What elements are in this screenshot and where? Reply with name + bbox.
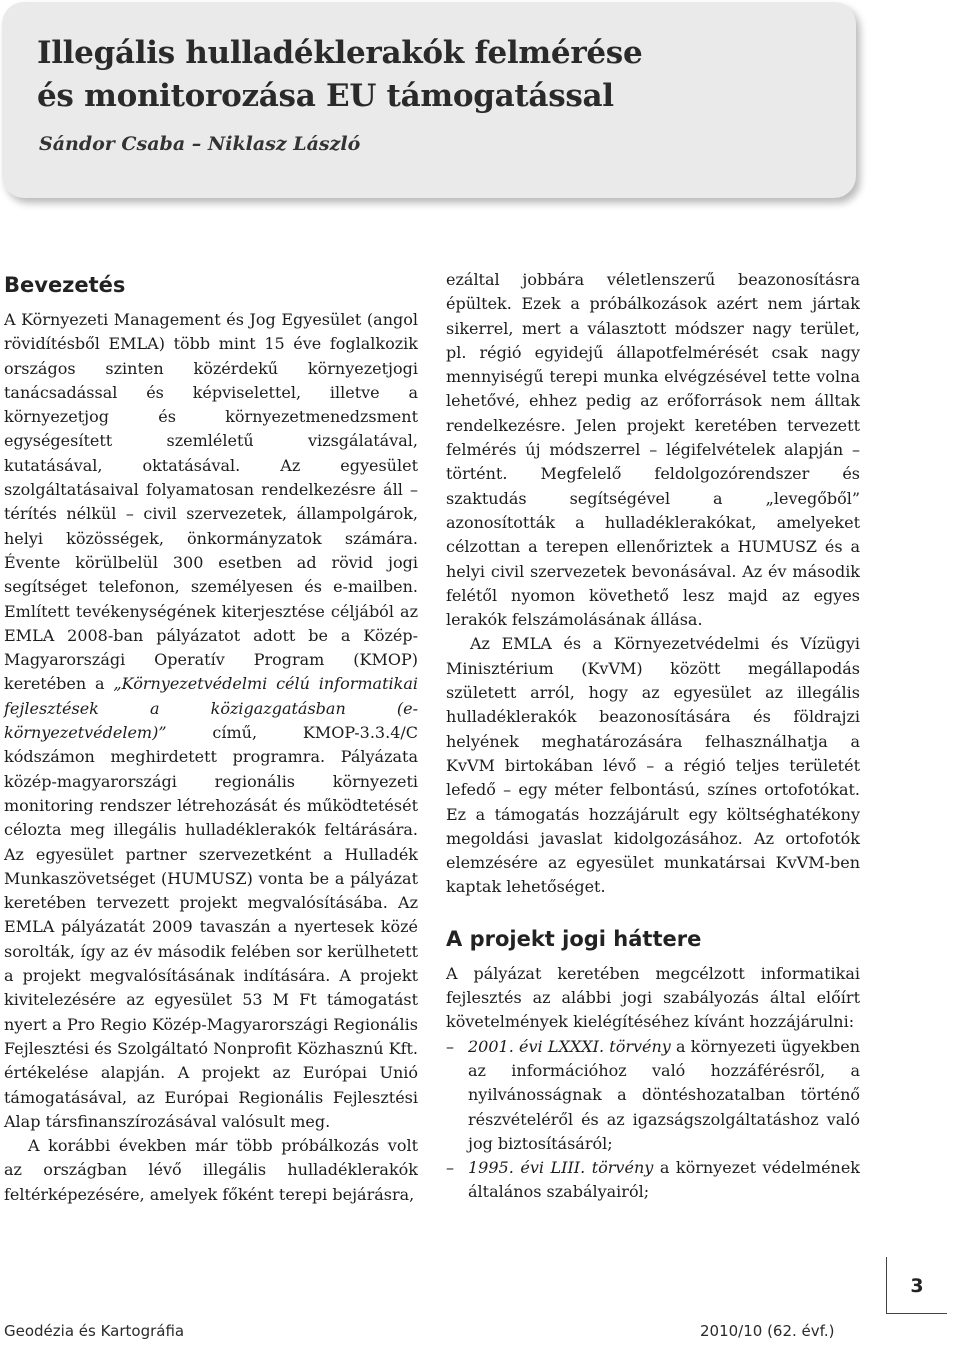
journal-name: Geodézia és Kartográfia (4, 1322, 185, 1340)
title-line-1: Illegális hulladéklerakók felmérése (37, 35, 643, 71)
right-paragraph-1: ezáltal jobbára véletlenszerű beazonosításra épültek. Ezek a próbálkozások azért nem jártak sikerrel, mert a választott módszer nagy terület, pl. régió egyidejű állapotfelmérését csak nagy mennyiségű terepi munka elvégzésével tette volna lehetővé, ehhez pedig az erőforrások nem álltak rendelkezésre. Jelen projekt keretében tervezett felmérés új módszerrel – légifelvételek alapján – történt. Megfelelő feldolgozórendszer és szaktudás segítségével a „levegőből” azonosították a hulladéklerakókat, amelyeket célzottan a terepen ellenőriztek a HUMUSZ és a helyi civil szervezetek bevonásával. Az év második felétől nyomon követhető lesz majd az egyes lerakók felszámolásának állása. (446, 270, 860, 630)
law-list-item (446, 1035, 860, 1156)
intro-p1-text-b: című, KMOP-3.3.4/C kódszámon meghirdetett programra. Pályázata közép-magyarországi regionális környezeti monitoring rendszer létrehozását és működtetését célozta meg illegális hulladéklerakók feltárására. Az egyesület partner szervezetként a Hulladék Munkaszövetséget (HUMUSZ) vonta be a pályázat keretében tervezett projekt megvalósításába. Az EMLA pályázatát 2009 tavaszán a nyertesek közé sorolták, így az év második felében sor kerülhetett a projekt megvalósításának indítására. A projekt kivitelezésére az egyesület 53 M Ft támogatást nyert a Pro Regio Közép-Magyarországi Regionális Fejlesztési és Szolgáltató Nonprofit Közhasznú Kft. értékelése alapján. A projekt az Európai Unió támogatásával, az Európai Regionális Fejlesztési Alap társfinanszírozásával valósult meg. (4, 723, 418, 1131)
authors: Sándor Csaba – Niklasz László (39, 133, 361, 155)
intro-p1-text-a: A Környezeti Management és Jog Egyesület (angol rövidítésből EMLA) több mint 15 éve foglalkozik országos szinten közérdekű környezetjogi tanácsadással és képviselettel, illetve a környezetjog és környezetmenedzsment egységesített szemléletű vizsgálatával, kutatásával, oktatásával. Az egyesület szolgáltatásaival folyamatosan rendelkezésre áll – térítés nélkül – civil szervezetek, állampolgárok, helyi közösségek, önkormányzatok számára. Évente körülbelül 300 esetben ad rövid jogi segítséget telefonon, személyesen és e-mailben. Említett tevékenységének kiterjesztése céljából az EMLA 2008-ban pályázatot adott be a Közép-Magyarországi Operatív Program (KMOP) keretében a (4, 310, 418, 694)
intro-paragraph-1 (4, 308, 418, 1134)
law-list (446, 1035, 860, 1205)
left-column (4, 268, 418, 1207)
law-name: 1995. évi LIII. törvény (468, 1158, 654, 1178)
section-heading-intro: Bevezetés (4, 273, 126, 297)
right-column (446, 268, 860, 1205)
legal-paragraph: A pályázat keretében megcélzott informatikai fejlesztés az alábbi jogi szabályozás által előírt követelmények kielégítéséhez kívánt hozzájárulni: (446, 963, 860, 1032)
intro-paragraph-2: A korábbi években már több próbálkozás volt az országban lévő illegális hulladéklerakók feltérképezésére, amelyek főként terepi bejárásra, (4, 1136, 418, 1204)
right-paragraph-2: Az EMLA és a Környezetvédelmi és Vízügyi Minisztérium (KvVM) között megállapodás született arról, hogy az egyesület az illegális hulladéklerakók beazonosítására és földrajzi helyének meghatározására felhasználhatja a KvVM birtokában lévő – a régió teljes területét lefedő – egy méter felbontású, színes ortofotókat. Ez a támogatás hozzájárult egy költséghatékony megoldási javaslat kidolgozásához. Az ortofotók elemzésére az egyesület munkatársai KvVM-ben kaptak lehetőséget. (446, 634, 860, 897)
page-number: 3 (886, 1257, 947, 1314)
article-title (37, 32, 642, 118)
title-box (2, 2, 856, 198)
section-heading-legal: A projekt jogi háttere (446, 926, 702, 951)
title-line-2: és monitorozása EU támogatással (37, 78, 614, 114)
law-description: a környezet védelmének általános szabályairól; (468, 1158, 860, 1202)
issue-info: 2010/10 (62. évf.) (700, 1322, 835, 1340)
law-name: 2001. évi LXXXI. törvény (468, 1036, 671, 1056)
law-list-item (446, 1156, 860, 1205)
program-title: „Környezetvédelmi célú informatikai fejlesztések a közigazgatásban (e-környezetvédelem)” (4, 674, 418, 743)
law-description: a környezeti ügyekben az információhoz való hozzáférésről, a nyilvánosságnak a döntéshozatalban történő részvételéről és az igazságszolgáltatáshoz való jog biztosításáról; (468, 1036, 860, 1153)
